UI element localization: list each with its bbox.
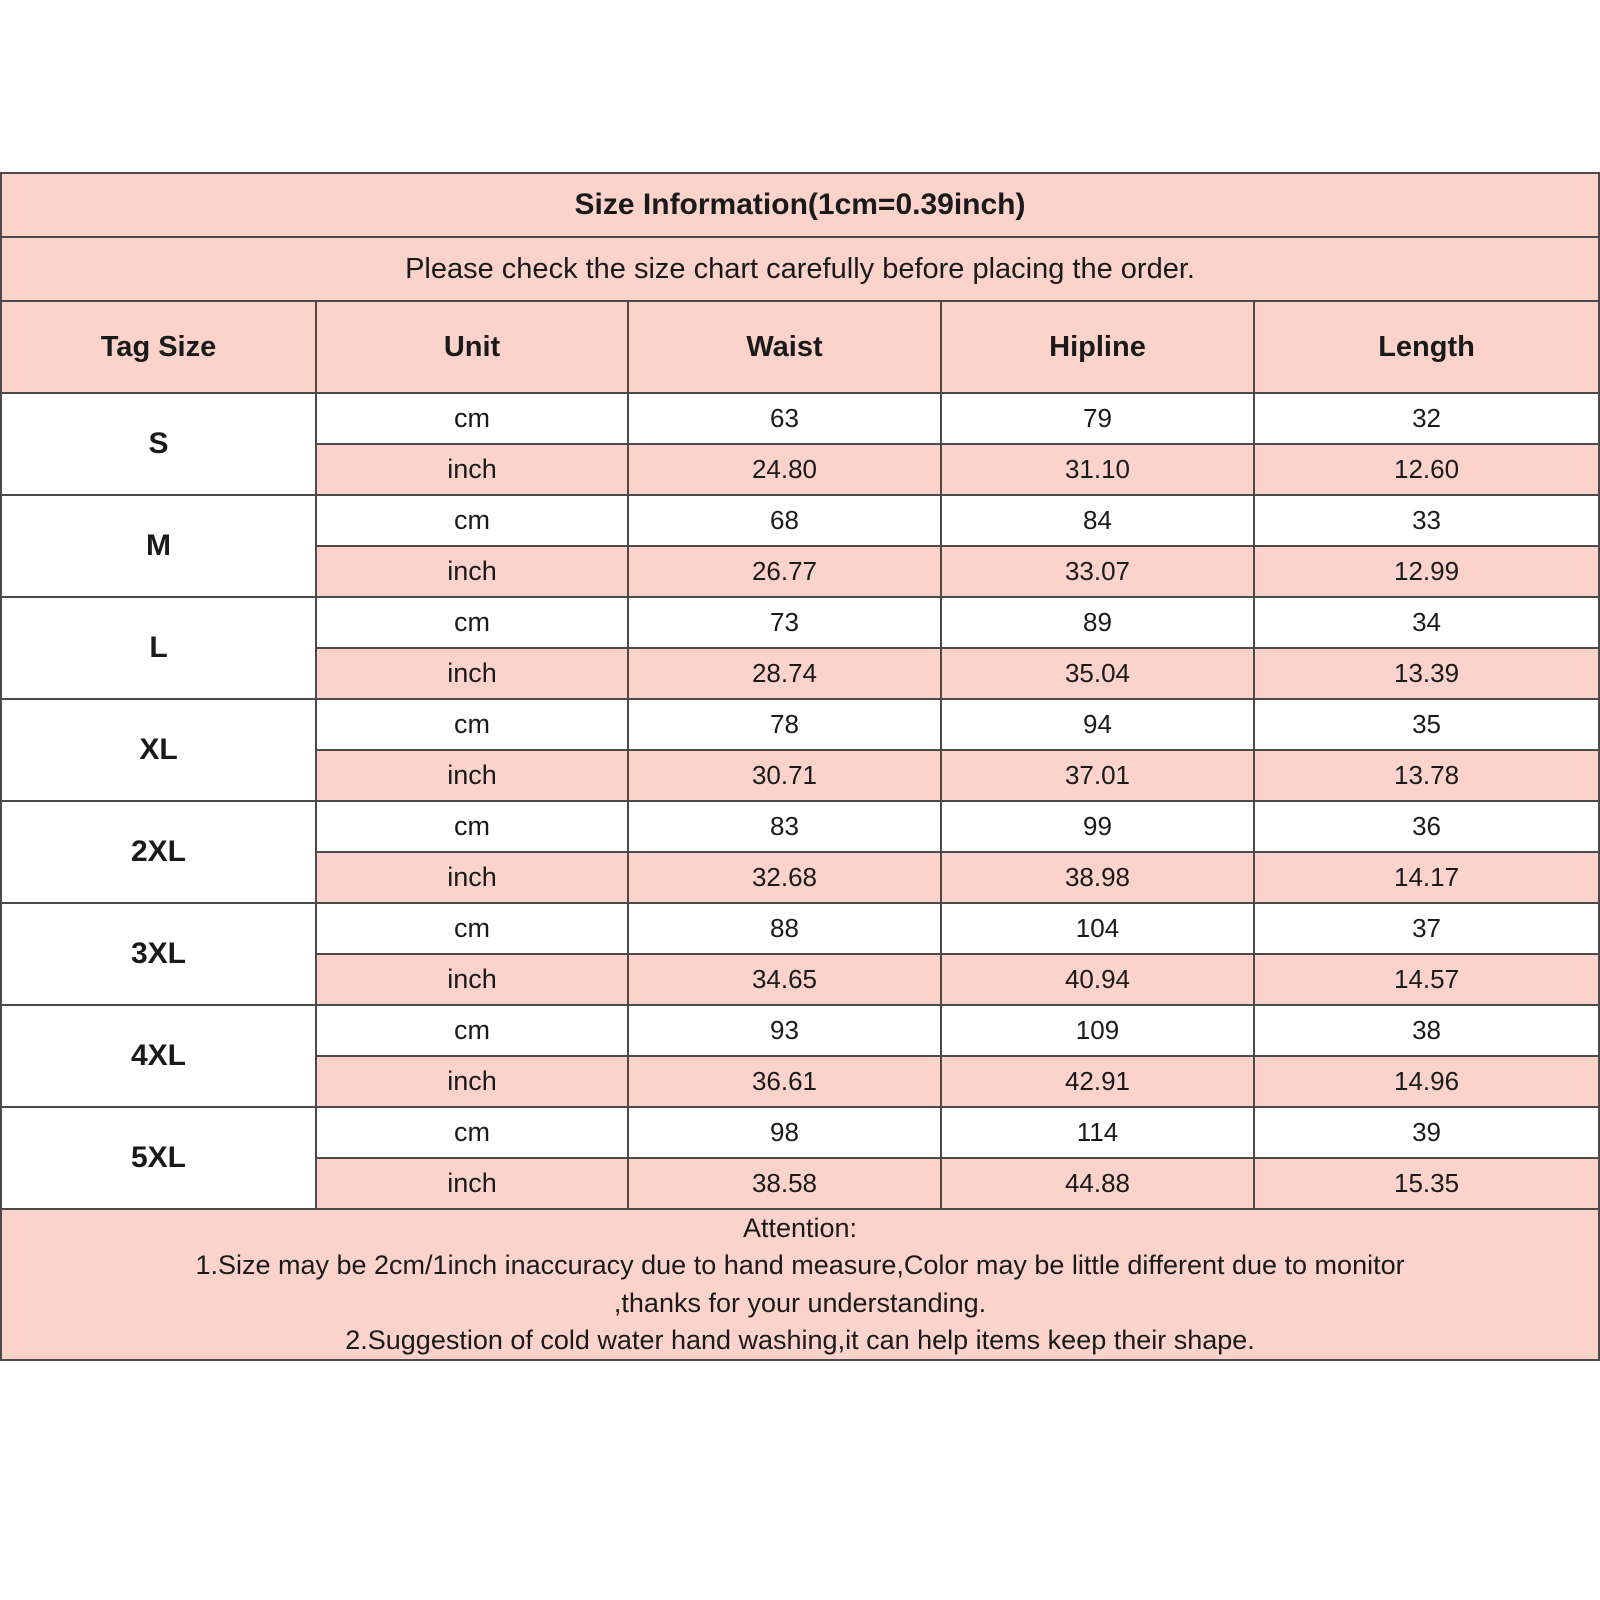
waist-cell: 68: [628, 495, 941, 546]
unit-cell: cm: [316, 1005, 628, 1056]
header-hipline: Hipline: [941, 301, 1254, 393]
unit-cell: cm: [316, 1107, 628, 1158]
unit-cell: cm: [316, 801, 628, 852]
hipline-cell: 114: [941, 1107, 1254, 1158]
table-subtitle-row: [1, 237, 1599, 301]
unit-cell: inch: [316, 1158, 628, 1209]
length-cell: 14.96: [1254, 1056, 1599, 1107]
hipline-cell: 40.94: [941, 954, 1254, 1005]
header-unit: Unit: [316, 301, 628, 393]
tag-size-cell: L: [1, 597, 316, 699]
chart-subtitle: Please check the size chart carefully before placing the order.: [1, 237, 1599, 301]
waist-cell: 98: [628, 1107, 941, 1158]
hipline-cell: 33.07: [941, 546, 1254, 597]
tag-size-cell: 4XL: [1, 1005, 316, 1107]
waist-cell: 26.77: [628, 546, 941, 597]
attention-heading: Attention:: [742, 1213, 858, 1243]
unit-cell: inch: [316, 648, 628, 699]
length-cell: 39: [1254, 1107, 1599, 1158]
unit-cell: cm: [316, 495, 628, 546]
header-waist: Waist: [628, 301, 941, 393]
table-row: [1, 801, 1599, 852]
waist-cell: 63: [628, 393, 941, 444]
length-cell: 15.35: [1254, 1158, 1599, 1209]
attention-line-3: 2.Suggestion of cold water hand washing,it can help items keep their shape.: [345, 1324, 1255, 1355]
unit-cell: inch: [316, 444, 628, 495]
length-cell: 14.17: [1254, 852, 1599, 903]
waist-cell: 38.58: [628, 1158, 941, 1209]
attention-line-2: ,thanks for your understanding.: [613, 1287, 987, 1318]
waist-cell: 28.74: [628, 648, 941, 699]
hipline-cell: 35.04: [941, 648, 1254, 699]
hipline-cell: 79: [941, 393, 1254, 444]
unit-cell: inch: [316, 852, 628, 903]
unit-cell: inch: [316, 954, 628, 1005]
length-cell: 38: [1254, 1005, 1599, 1056]
tag-size-cell: XL: [1, 699, 316, 801]
waist-cell: 83: [628, 801, 941, 852]
waist-cell: 73: [628, 597, 941, 648]
hipline-cell: 104: [941, 903, 1254, 954]
tag-size-cell: 3XL: [1, 903, 316, 1005]
unit-cell: cm: [316, 903, 628, 954]
unit-cell: inch: [316, 750, 628, 801]
table-row: [1, 1107, 1599, 1158]
unit-cell: inch: [316, 1056, 628, 1107]
tag-size-cell: 2XL: [1, 801, 316, 903]
unit-cell: cm: [316, 393, 628, 444]
table-row: [1, 1005, 1599, 1056]
header-length: Length: [1254, 301, 1599, 393]
length-cell: 32: [1254, 393, 1599, 444]
tag-size-cell: 5XL: [1, 1107, 316, 1209]
hipline-cell: 99: [941, 801, 1254, 852]
table-row: [1, 495, 1599, 546]
length-cell: 13.78: [1254, 750, 1599, 801]
size-chart-container: [0, 172, 1600, 1361]
attention-notes: [1, 1209, 1599, 1360]
unit-cell: cm: [316, 597, 628, 648]
tag-size-cell: S: [1, 393, 316, 495]
length-cell: 12.60: [1254, 444, 1599, 495]
length-cell: 14.57: [1254, 954, 1599, 1005]
hipline-cell: 44.88: [941, 1158, 1254, 1209]
table-row: [1, 597, 1599, 648]
waist-cell: 34.65: [628, 954, 941, 1005]
waist-cell: 93: [628, 1005, 941, 1056]
table-row: [1, 903, 1599, 954]
length-cell: 13.39: [1254, 648, 1599, 699]
unit-cell: inch: [316, 546, 628, 597]
length-cell: 33: [1254, 495, 1599, 546]
hipline-cell: 89: [941, 597, 1254, 648]
length-cell: 12.99: [1254, 546, 1599, 597]
hipline-cell: 94: [941, 699, 1254, 750]
hipline-cell: 38.98: [941, 852, 1254, 903]
waist-cell: 32.68: [628, 852, 941, 903]
header-tag-size: Tag Size: [1, 301, 316, 393]
length-cell: 35: [1254, 699, 1599, 750]
unit-cell: cm: [316, 699, 628, 750]
table-title-row: [1, 173, 1599, 237]
waist-cell: 78: [628, 699, 941, 750]
hipline-cell: 84: [941, 495, 1254, 546]
hipline-cell: 109: [941, 1005, 1254, 1056]
length-cell: 37: [1254, 903, 1599, 954]
table-header-row: [1, 301, 1599, 393]
size-information-table: [0, 172, 1600, 1361]
attention-line-1: 1.Size may be 2cm/1inch inaccuracy due to hand measure,Color may be little different due to monitor: [195, 1250, 1405, 1281]
attention-row: [1, 1209, 1599, 1360]
hipline-cell: 42.91: [941, 1056, 1254, 1107]
waist-cell: 30.71: [628, 750, 941, 801]
length-cell: 34: [1254, 597, 1599, 648]
chart-title: Size Information(1cm=0.39inch): [1, 173, 1599, 237]
length-cell: 36: [1254, 801, 1599, 852]
hipline-cell: 37.01: [941, 750, 1254, 801]
table-row: [1, 699, 1599, 750]
waist-cell: 36.61: [628, 1056, 941, 1107]
waist-cell: 24.80: [628, 444, 941, 495]
table-row: [1, 393, 1599, 444]
hipline-cell: 31.10: [941, 444, 1254, 495]
tag-size-cell: M: [1, 495, 316, 597]
waist-cell: 88: [628, 903, 941, 954]
